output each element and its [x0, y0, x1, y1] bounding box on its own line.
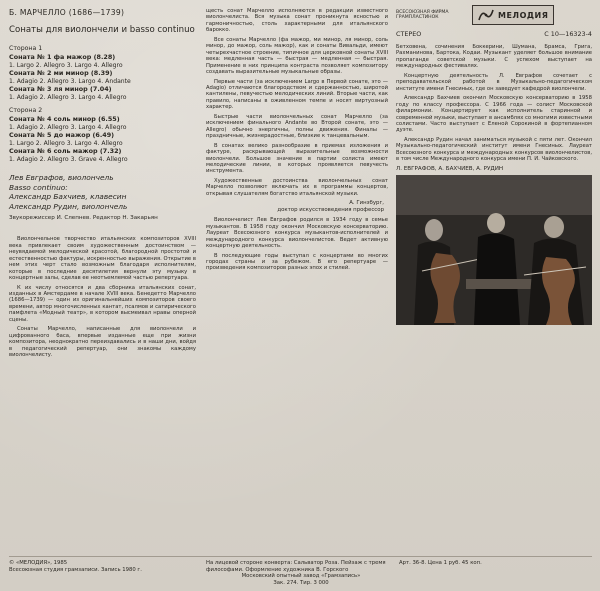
- text-paragraph: В последующие годы выступал с концертами во многих городах страны и за рубежом. В его репертуаре — произведения композиторов разных эпох и стилей.: [206, 252, 388, 272]
- performer-line: Basso continuo:: [9, 182, 68, 192]
- performers-photo-illustration: [396, 175, 592, 325]
- sonata-title: Соната № 1 фа мажор (8.28): [9, 53, 116, 61]
- sonata-title: Соната № 3 ля минор (7.04): [9, 85, 112, 93]
- sonata-title: Соната № 6 соль мажор (7.32): [9, 147, 122, 155]
- side-2: [9, 107, 196, 163]
- author-signature: А. Гинзбург, доктор искусствоведения профессор: [277, 200, 384, 213]
- sonata-movements: 1. Adagio 2. Allegro 3. Largo 4. Allegro: [9, 93, 127, 101]
- text-paragraph: К их числу относятся и два сборника итальянских сонат, изданных в Амстердаме в начале XVIII века. Бенедетто Марчелло (1686—1739) — один из оригинальнейших композиторов своего времени, автор многочисленных кантат, псалмов и сатирического памфлета «Модный театр», в котором высмеивал нравы оперной сцены.: [9, 284, 196, 323]
- sonata-movements: 1. Largo 2. Allegro 3. Largo 4. Allegro: [9, 139, 123, 147]
- column-tracklist: [9, 8, 196, 362]
- text-paragraph: Виолончельное творчество итальянских композиторов XVIII века привлекает своим художественным достоинством — неувядаемой мелодической красотой, благородной простотой и естественностью фактуры, искренностью выражения. Открытие в нем этих черт стало возможным благодаря исполнителям, которые в последние десятилетия вернули эту музыку в концертные залы, сделав ее неотъемлемой частью репертуара.: [9, 236, 196, 282]
- cover-art-credit: [206, 560, 396, 586]
- text-paragraph: В сонатах велико разнообразие в приемах изложения и фактуре, раскрывающей выразительные возможности виолончели. Большое значение в партии солиста имеют мелодические линии, в которых проявляется певучесть инструмента.: [206, 142, 388, 175]
- sonata-title: Соната № 5 до мажор (6.49): [9, 131, 115, 139]
- composer-heading: Б. МАРЧЕЛЛО (1686—1739): [9, 8, 125, 17]
- sonata-movements: 1. Largo 2. Allegro 3. Largo 4. Allegro: [9, 61, 123, 69]
- text-paragraph: Виолончелист Лев Евграфов родился в 1934 году в семье музыкантов. В 1958 году окончил Московскую консерваторию. Лауреат Всесоюзного конкурса музыкантов-исполнителей и международного конкурса виолончелистов. Ведет активную концертную деятельность.: [206, 217, 388, 250]
- performer-line: Лев Евграфов, виолончель: [9, 173, 114, 182]
- label-brand: МЕЛОДИЯ: [498, 10, 549, 20]
- text-paragraph: Александр Бахчиев окончил Московскую консерваторию в 1958 году по классу профессора. С 1966 года — солист Московской филармонии. Концертирует как исполнитель старинной и современной музыки, выступает в ансамблях со многими известными солистами. Часто выступает с Еленой Сорокиной в фортепианном дуэте.: [396, 95, 592, 134]
- sonata-movements: 1. Adagio 2. Allegro 3. Largo 4. Andante: [9, 77, 131, 85]
- catalog-number: С 10—16323-4: [544, 30, 592, 38]
- side-heading: Сторона 1: [9, 45, 43, 52]
- melodiya-logo-icon: [478, 8, 494, 22]
- text-paragraph: Первые части (за исключением Largo в Первой сонате, это — Adagio) отличаются благородством и сдержанностью, широтой кантилены, певучестью мелодических линий. Вторые части, как правило, написаны в оживленном темпе и носят виртуозный характер.: [206, 78, 388, 111]
- price-line: Арт. 36-8. Цена 1 руб. 45 коп.: [399, 560, 482, 566]
- text-paragraph: Сонаты Марчелло, написанные для виолончели и цифрованного баса, впервые изданные еще при жизни композитора, неоднократно переиздавались и в наши дни, войдя в педагогический репертуар, они знакомы каждому виолончелисту.: [9, 326, 196, 359]
- sonata-movements: 1. Adagio 2. Allegro 3. Largo 4. Allegro: [9, 123, 127, 131]
- text-paragraph: щесть сонат Марчелло исполняются в редакции известного виолончелиста. Вся музыка сонат проникнута ясностью и гармоничностью, столь характерными для итальянского барокко.: [206, 8, 388, 34]
- sonata-movements: 1. Adagio 2. Allegro 3. Grave 4. Allegro: [9, 155, 128, 163]
- production-credits: Звукорежиссер И. Слепнев. Редактор Н. Закарьян: [9, 215, 158, 222]
- cover-art-text: На лицевой стороне конверта: Сальватор Роза. Пейзаж с тремя философами. Оформление художника В. Горского: [206, 560, 386, 573]
- column-label-and-bios: [396, 4, 592, 325]
- album-title: Сонаты для виолончели и basso continuo: [9, 25, 195, 35]
- text-paragraph: Художественные достоинства виолончельных сонат Марчелло позволяют включать их в программы концертов, открывая слушателям богатство итальянской музыки.: [206, 177, 388, 197]
- performer-line: Александр Рудин, виолончель: [9, 201, 128, 211]
- catalog-row: [396, 30, 592, 38]
- footer-strip: [9, 556, 592, 586]
- text-paragraph: Бетховена, сочинения Боккерини, Шумана, Брамса, Грига, Рахманинова, Бартока, Кодаи. Музыкант уделяет большое внимание пропаганде советской музыки. С успехом выступает на международных фестивалях.: [396, 44, 592, 70]
- text-paragraph: Все сонаты Марчелло (фа мажор, ми минор, ля минор, соль минор, до мажор, соль мажор), как и сонаты Вивальди, имеют четырехчастное строение, типичное для церковной сонаты XVIII века: медленная часть — быстрая — медленная — быстрая. Применение в них принципа контраста позволяет композитору создавать выразительные музыкальные образы.: [206, 36, 388, 76]
- label-bar: [396, 4, 592, 26]
- side-heading: Сторона 2: [9, 107, 43, 114]
- text-paragraph: Концертную деятельность Л. Евграфов сочетает с преподавательской работой в Музыкально-педагогическом институте имени Гнесиных, где он заведует кафедрой виолончели.: [396, 72, 592, 92]
- column-notes: [206, 8, 388, 275]
- manufacturer-info: Московский опытный завод «Грамзапись» Зак. 274. Тир. 3 000: [241, 573, 361, 586]
- photo-caption: Л. ЕВГРАФОВ, А. БАХЧИЕВ, А. РУДИН: [396, 165, 504, 172]
- performers-photo: [396, 175, 592, 325]
- copyright-line: © «МЕЛОДИЯ», 1985 Всесоюзная студия грамзаписи. Запись 1980 г.: [9, 560, 142, 573]
- sonata-title: Соната № 2 ми минор (8.39): [9, 69, 113, 77]
- sonata-title: Соната № 4 соль минор (6.55): [9, 115, 120, 123]
- text-paragraph: Александр Рудин начал заниматься музыкой с пяти лет. Окончил Музыкально-педагогический институт имени Гнесиных. Лауреат Всесоюзного конкурса и международных конкурсов виолончелистов, в том числе Международного конкурса имени П. И. Чайковского.: [396, 136, 592, 163]
- performer-line: Александр Бахчиев, клавесин: [9, 192, 127, 202]
- liner-notes-part-1: [9, 236, 196, 358]
- text-paragraph: Быстрые части виолончельных сонат Марчелло (за исключением финального Andante во Второй сонате, это — Allegro) обычно энергичны, полны движения. Финалы — праздничные, жизнерадостные, близкие к танцевальным.: [206, 113, 388, 140]
- label-org-name: ВСЕСОЮЗНАЯ ФИРМА ГРАМПЛАСТИНОК: [396, 9, 449, 20]
- stereo-mark: СТЕРЕО: [396, 30, 422, 38]
- side-1: [9, 45, 196, 101]
- melodiya-logo: [472, 5, 554, 25]
